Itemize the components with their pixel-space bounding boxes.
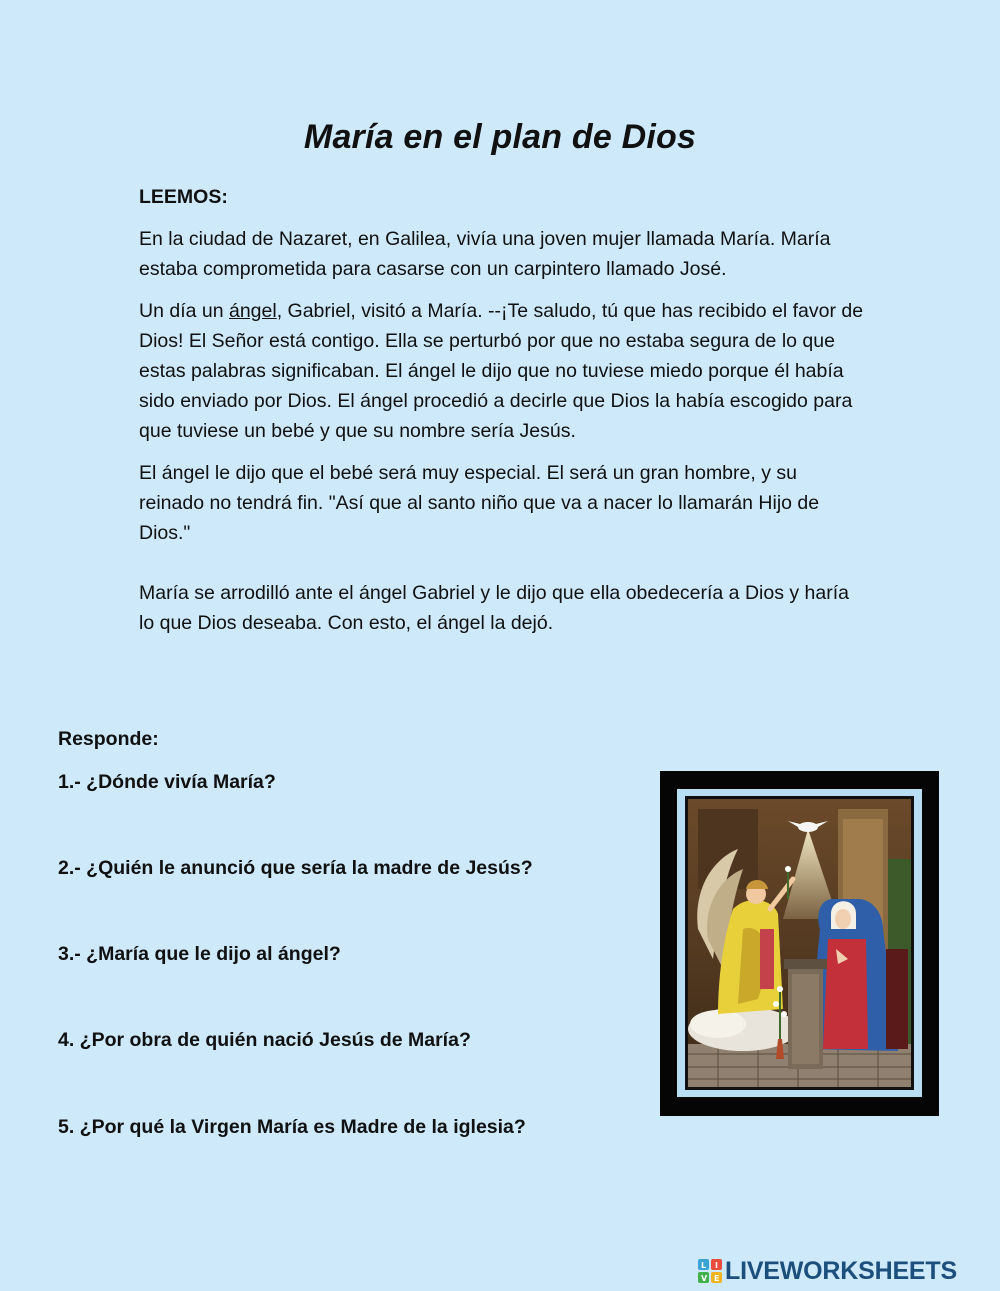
picture-inner [685,796,914,1090]
reading-section [139,182,864,650]
reading-label: LEEMOS: [139,186,228,208]
reading-paragraph-2 [139,296,864,446]
svg-text:E: E [714,1274,720,1283]
question-5: 5. ¿Por qué la Virgen María es Madre de la iglesia? [58,1116,526,1138]
reading-paragraph-4: María se arrodilló ante el ángel Gabriel y le dijo que ella obedecería a Dios y haría lo que Dios deseaba. Con esto, el ángel la dejó. [139,582,849,634]
paragraph-2-start: Un día un [139,300,229,322]
question-2: 2.- ¿Quién le anunció que sería la madre de Jesús? [58,857,533,879]
annunciation-picture-frame [660,771,939,1116]
svg-text:L: L [701,1261,707,1270]
angel-underlined-word: ángel [228,300,277,322]
question-4: 4. ¿Por obra de quién nació Jesús de María? [58,1029,471,1051]
liveworksheets-logo-text: LIVEWORKSHEETS [725,1257,957,1285]
picture-border [677,789,922,1097]
question-3: 3.- ¿María que le dijo al ángel? [58,943,341,965]
annunciation-illustration [688,799,911,1087]
svg-text:I: I [715,1261,718,1270]
svg-text:V: V [701,1274,708,1283]
respond-label: Responde: [58,728,159,750]
question-1: 1.- ¿Dónde vivía María? [58,771,276,793]
reading-paragraph-3: El ángel le dijo que el bebé será muy especial. El será un gran hombre, y su reinado no tendrá fin. "Así que al santo niño que va a nacer lo llamarán Hijo de Dios." [139,462,820,544]
liveworksheets-logo-icon [698,1259,722,1283]
reading-paragraph-1: En la ciudad de Nazaret, en Galilea, vivía una joven mujer llamada María. María estaba comprometida para casarse con un carpintero llamado José. [139,228,831,280]
page-title: María en el plan de Dios [303,118,697,156]
paragraph-2-rest: , Gabriel, visitó a María. --¡Te saludo, tú que has recibido el favor de Dios! El Señor está contigo. Ella se perturbó por que no estaba segura de lo que estas palabras significaban. El ángel le dijo que no tuviese miedo porque él había sido enviado por Dios. El ángel procedió a decirle que Dios la había escogido para que tuviese un bebé y que su nombre sería Jesús. [139,300,864,442]
liveworksheets-logo [698,1256,994,1286]
